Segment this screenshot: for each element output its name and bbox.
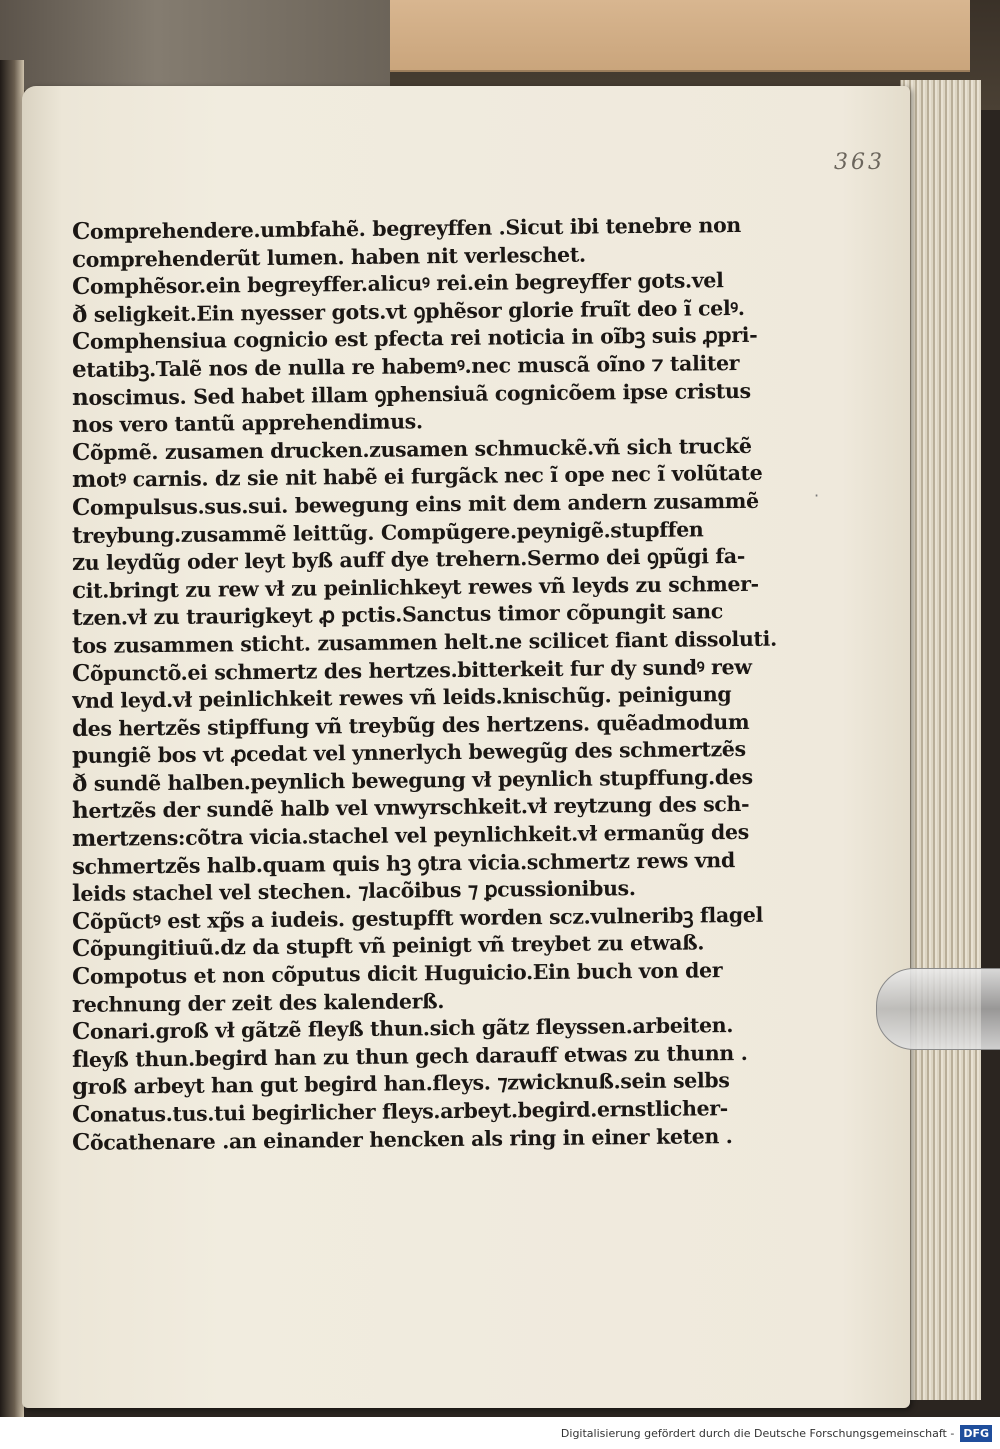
text-line: Cõpungitiuũ.dz da stupft vñ peinigt vñ treybet zu etwaß. xyxy=(71,930,705,963)
book-spine xyxy=(0,60,24,1417)
dfg-logo: DFG xyxy=(960,1425,992,1442)
text-line: des hertzẽs stipffung vñ treybũg des hertzens. quẽadmodum xyxy=(71,709,750,742)
text-line: nos vero tantũ apprehendimus. xyxy=(71,409,423,439)
text-line: cit.bringt zu rew vł zu peinlichkeyt rewes vñ leyds zu schmer- xyxy=(71,571,759,604)
text-line: tos zusammen sticht. zusammen helt.ne scilicet fiant dissoluti. xyxy=(71,626,777,659)
text-line: Comphensiua cognicio est pfecta rei noticia in oĩbꝫ suis ꝓpri- xyxy=(71,323,758,356)
text-line: Conatus.tus.tui begirlicher fleys.arbeyt.begird.ernstlicher- xyxy=(71,1096,728,1128)
text-line: pungiẽ bos vt ꝓcedat vel ynnerlych bewegũg des schmertzẽs xyxy=(71,737,746,770)
text-line: Compotus et non cõputus dicit Huguicio.Ein buch von der xyxy=(71,958,723,991)
footer-bar xyxy=(0,1417,1000,1449)
folio-number: 363 xyxy=(834,150,885,175)
page-clip xyxy=(876,968,1000,1050)
back-cover xyxy=(390,0,970,72)
text-line: noscimus. Sed habet illam ꝯphensiuã cognicõem ipse cristus xyxy=(71,378,751,411)
text-line: Cõcathenare .an einander hencken als ring in einer keten . xyxy=(71,1123,733,1156)
text-line: Compulsus.sus.sui. bewegung eins mit dem andern zusammẽ xyxy=(71,488,759,521)
text-line: ð seligkeit.Ein nyesser gots.vt ꝯphẽsor glorie fruĩt deo ĩ celꝰ. xyxy=(71,295,745,328)
text-line: Comprehendere.umbfahẽ. begreyffen .Sicut ibi tenebre non xyxy=(71,212,742,245)
funding-credit: Digitalisierung gefördert durch die Deutsche Forschungsgemeinschaft - xyxy=(560,1426,955,1440)
text-line: motꝰ carnis. dz sie nit habẽ ei furgãck nec ĩ ope nec ĩ volũtate xyxy=(71,461,763,494)
text-line: Cõpũctꝰ est xp̃s a iudeis. gestupfft worden scz.vulneribꝫ flagel xyxy=(71,902,764,935)
text-line: vnd leyd.vł peinlichkeit rewes vñ leids.knischũg. peinigung xyxy=(71,682,732,715)
text-line: tzen.vł zu traurigkeyt ꝓ pctis.Sanctus timor cõpungit sanc xyxy=(71,599,723,632)
text-line: rechnung der zeit des kalenderß. xyxy=(71,988,445,1018)
text-line: Conari.groß vł gãtzẽ fleyß thun.sich gãtz fleyssen.arbeiten. xyxy=(71,1013,734,1046)
text-line: groß arbeyt han gut begird han.fleys. ⁊zwicknuß.sein selbs xyxy=(71,1068,730,1101)
text-line: Cõpmẽ. zusamen drucken.zusamen schmuckẽ.vñ sich truckẽ xyxy=(71,433,752,466)
margin-mark: · xyxy=(814,486,820,505)
text-line: hertzẽs der sundẽ halb vel vnwyrschkeit.vł reytzung des sch- xyxy=(71,792,750,825)
text-line: schmertzẽs halb.quam quis hꝫ ꝯtra vicia.schmertz rews vnd xyxy=(71,847,736,880)
text-line: zu leydũg oder leyt byß auff dye trehern.Sermo dei ꝯpũgi fa- xyxy=(71,544,746,577)
text-line: Comphẽsor.ein begreyffer.alicuꝰ rei.ein begreyffer gots.vel xyxy=(71,268,724,301)
text-line: mertzens:cõtra vicia.stachel vel peynlichkeit.vł ermanũg des xyxy=(71,819,749,853)
text-line: leids stachel vel stechen. ⁊lacõibus ⁊ ꝑcussionibus. xyxy=(71,876,636,908)
page-text xyxy=(71,212,782,1156)
text-line: Cõpunctõ.ei schmertz des hertzes.bitterkeit fur dy sundꝰ rew xyxy=(71,654,752,687)
text-line: fleyß thun.begird han zu thun gech darauff etwas zu thunn . xyxy=(71,1040,748,1073)
text-line: ð sundẽ halben.peynlich bewegung vł peynlich stupffung.des xyxy=(71,764,753,797)
binding-cloth xyxy=(0,0,390,90)
page-edges xyxy=(900,80,981,1400)
text-line: treybung.zusammẽ leittũg. Compũgere.peynigẽ.stupffen xyxy=(71,516,704,549)
text-line: etatibꝫ.Talẽ nos de nulla re habemꝰ.nec muscã oĩno ⁊ taliter xyxy=(71,350,740,383)
text-line: comprehenderũt lumen. haben nit verleschet. xyxy=(71,242,586,273)
